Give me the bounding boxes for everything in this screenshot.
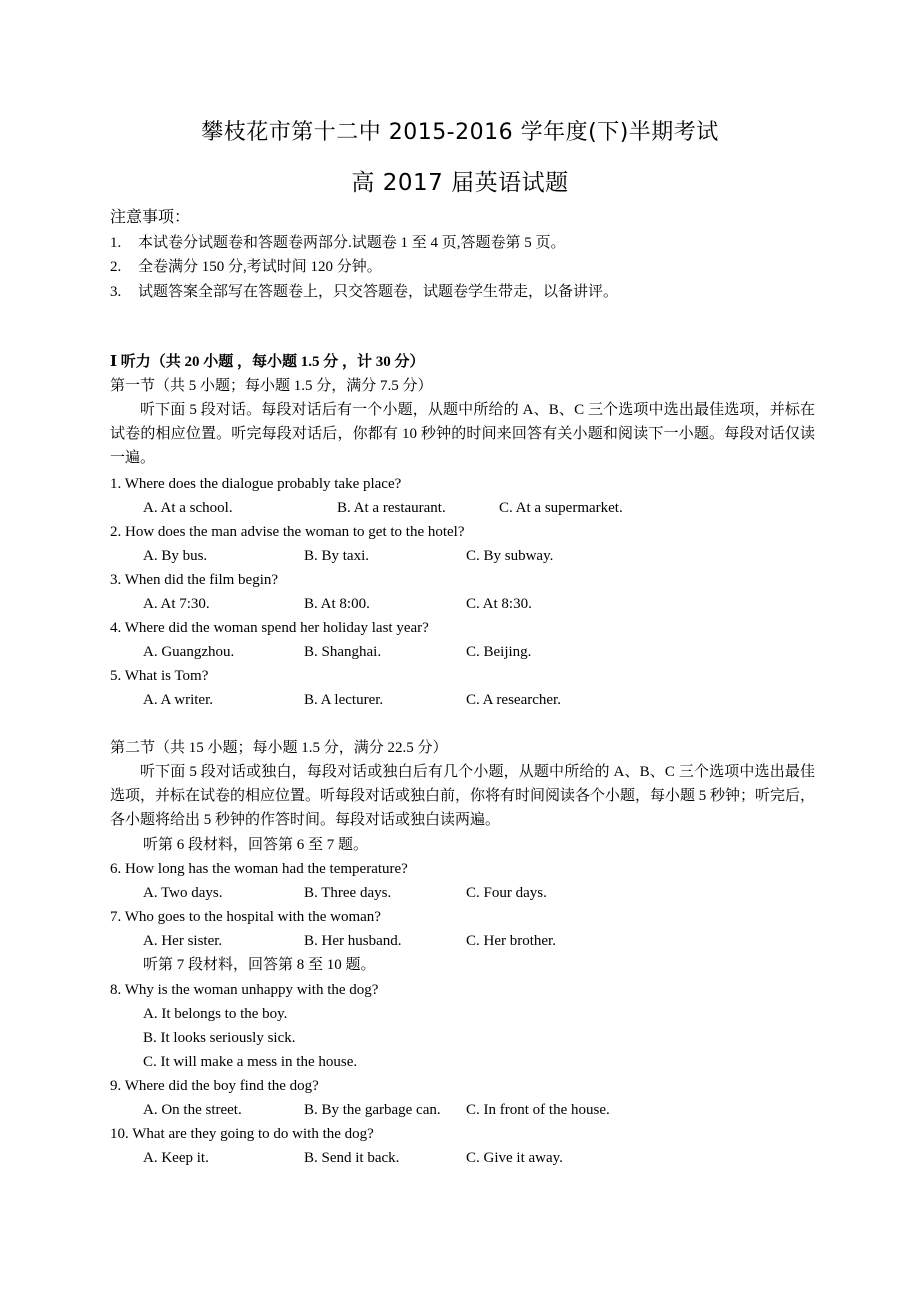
q5-option-c: C. A researcher. (466, 692, 561, 708)
q4-option-b: B. Shanghai. (304, 644, 382, 660)
q1-option-c: C. At a supermarket. (499, 500, 623, 516)
notice-heading: 注意事项： (110, 209, 191, 226)
q4-option-c: C. Beijing. (466, 644, 532, 660)
material-7-instruction: 听第 7 段材料，回答第 8 至 10 题。 (143, 957, 376, 973)
question-4: 4. Where did the woman spend her holiday last year? (110, 620, 429, 636)
q5-option-b: B. A lecturer. (304, 692, 384, 708)
q4-option-a: A. Guangzhou. (143, 644, 235, 660)
question-8: 8. Why is the woman unhappy with the dog? (110, 982, 379, 998)
q8-option-b: B. It looks seriously sick. (143, 1030, 296, 1046)
question-1: 1. Where does the dialogue probably take place? (110, 476, 402, 492)
question-3: 3. When did the film begin? (110, 572, 279, 588)
notice-item-2-text: 全卷满分 150 分,考试时间 120 分钟。 (138, 259, 382, 275)
q2-option-a: A. By bus. (143, 548, 208, 564)
exam-subtitle: 高 2017 届英语试题 (351, 170, 569, 196)
q10-option-c: C. Give it away. (466, 1150, 563, 1166)
q9-option-b: B. By the garbage can. (304, 1102, 441, 1118)
notice-item-2-num: 2. (110, 259, 122, 275)
q7-option-b: B. Her husband. (304, 933, 402, 949)
q10-option-a: A. Keep it. (143, 1150, 209, 1166)
notice-item-1-num: 1. (110, 235, 122, 251)
q8-option-c: C. It will make a mess in the house. (143, 1054, 358, 1070)
q6-option-b: B. Three days. (304, 885, 392, 901)
q7-option-a: A. Her sister. (143, 933, 223, 949)
question-6: 6. How long has the woman had the temperature? (110, 861, 408, 877)
question-10: 10. What are they going to do with the dog? (110, 1126, 374, 1142)
q3-option-b: B. At 8:00. (304, 596, 370, 612)
q6-option-a: A. Two days. (143, 885, 223, 901)
exam-title: 攀枝花市第十二中 2015-2016 学年度(下)半期考试 (201, 120, 719, 145)
q2-option-b: B. By taxi. (304, 548, 370, 564)
q2-option-c: C. By subway. (466, 548, 554, 564)
notice-item-3-text: 试题答案全部写在答题卷上，只交答题卷，试题卷学生带走，以备讲评。 (138, 284, 619, 300)
q6-option-c: C. Four days. (466, 885, 547, 901)
question-5: 5. What is Tom? (110, 668, 209, 684)
q10-option-b: B. Send it back. (304, 1150, 400, 1166)
question-7: 7. Who goes to the hospital with the woman? (110, 909, 381, 925)
question-2: 2. How does the man advise the woman to get to the hotel? (110, 524, 465, 540)
q1-option-b: B. At a restaurant. (337, 500, 446, 516)
part1-heading: Ⅰ 听力（共 20 小题 ，每小题 1.5 分 ，计 30 分） (110, 354, 425, 370)
material-6-instruction: 听第 6 段材料，回答第 6 至 7 题。 (143, 837, 369, 853)
q1-option-a: A. At a school. (143, 500, 233, 516)
section2-heading: 第二节（共 15 小题；每小题 1.5 分，满分 22.5 分） (110, 740, 448, 756)
q3-option-a: A. At 7:30. (143, 596, 210, 612)
q3-option-c: C. At 8:30. (466, 596, 532, 612)
question-9: 9. Where did the boy find the dog? (110, 1078, 319, 1094)
section1-heading: 第一节（共 5 小题；每小题 1.5 分，满分 7.5 分） (110, 378, 433, 394)
q7-option-c: C. Her brother. (466, 933, 556, 949)
section1-instructions: 听下面 5 段对话。每段对话后有一个小题，从题中所给的 A、B、C 三个选项中选出最佳选项，并标在试卷的相应位置。听完每段对话后，你都有 10 秒钟的时间来回答有关小题和阅读下一小题。每段对话仅读一遍。 (110, 402, 815, 467)
q9-option-c: C. In front of the house. (466, 1102, 610, 1118)
notice-item-3-num: 3. (110, 284, 122, 300)
q9-option-a: A. On the street. (143, 1102, 242, 1118)
q5-option-a: A. A writer. (143, 692, 213, 708)
notice-item-1-text: 本试卷分试题卷和答题卷两部分.试题卷 1 至 4 页,答题卷第 5 页。 (138, 235, 566, 251)
section2-instructions: 听下面 5 段对话或独白，每段对话或独白后有几个小题，从题中所给的 A、B、C 三个选项中选出最佳选项，并标在试卷的相应位置。听每段对话或独白前，你将有时间阅读各个小题，每小题 5 秒钟；听完后，各小题将给出 5 秒钟的作答时间。每段对话或独白读两遍。 (110, 764, 816, 829)
q8-option-a: A. It belongs to the boy. (143, 1006, 288, 1022)
